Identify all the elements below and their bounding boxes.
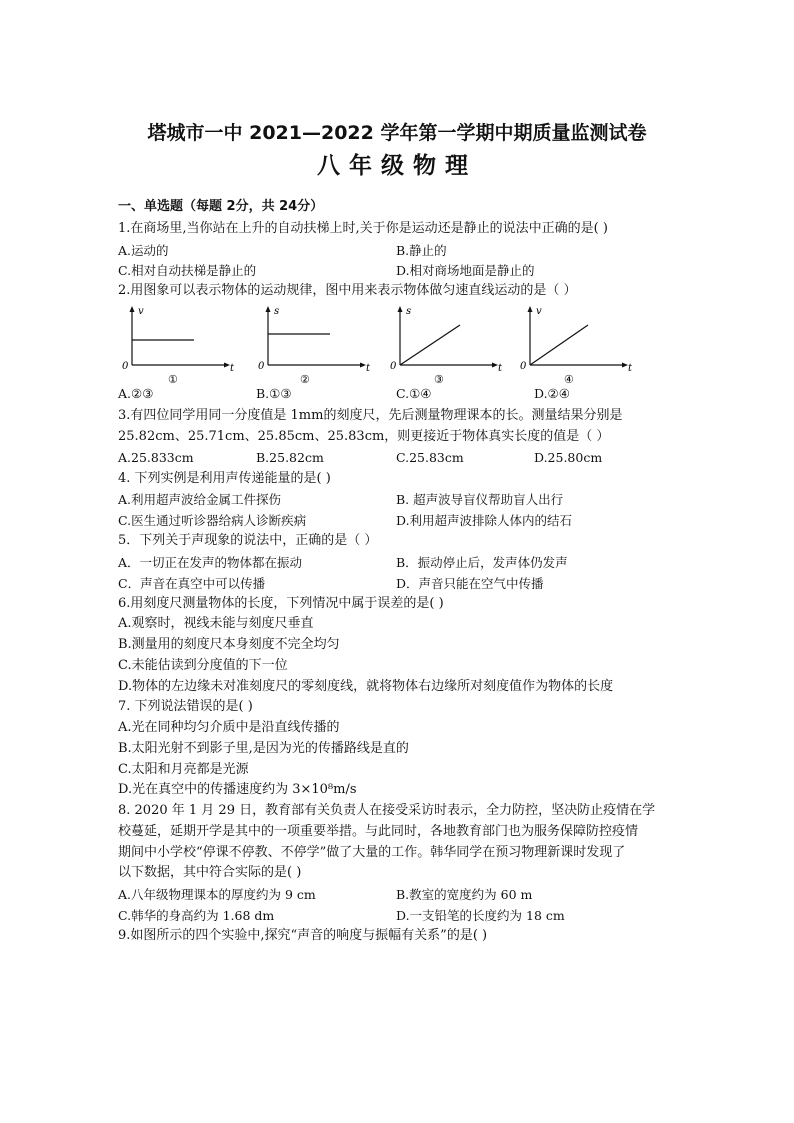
exam-title: 塔城市一中 2021—2022 学年第一学期中期质量监测试卷 [147,122,647,144]
graph-2-x-label: t [366,363,371,374]
question-4-option-d: D.利用超声波排除人体内的结石 [396,513,573,528]
question-6-option-c: C.未能估读到分度值的下一位 [118,658,288,673]
question-8-stem-line4: 以下数据，其中符合实际的是( ) [118,865,302,880]
graph-4-caption: ④ [564,373,574,386]
graph-1-caption: ① [168,373,178,386]
question-5-option-a: A．一切正在发声的物体都在振动 [118,555,303,570]
question-6-stem: 6.用刻度尺测量物体的长度，下列情况中属于误差的是( ) [118,596,444,611]
question-4-option-a: A.利用超声波给金属工件探伤 [118,492,282,507]
question-5-option-b: B．振动停止后，发声体仍发声 [396,555,568,570]
question-1-option-c: C.相对自动扶梯是静止的 [118,263,257,278]
question-7-stem: 7. 下列说法错误的是( ) [118,699,253,714]
question-2-option-a: A.②③ [118,386,154,401]
question-1-option-d: D.相对商场地面是静止的 [396,263,535,278]
question-8-stem-line2: 校蔓延，延期开学是其中的一项重要举措。与此同时，各地教育部门也为服务保障防控疫情 [118,824,639,839]
question-1-option-a: A.运动的 [118,243,169,258]
question-4-option-c: C.医生通过听诊器给病人诊断疾病 [118,513,307,528]
graph-4-x-label: t [628,363,633,374]
question-1-stem: 1.在商场里,当你站在上升的自动扶梯上时,关于你是运动还是静止的说法中正确的是( ) [118,221,608,236]
graph-4-y-label: v [536,306,542,317]
question-3-option-a: A.25.833cm [118,450,194,465]
exam-subtitle: 八年级物理 [317,153,477,179]
question-3-option-c: C.25.83cm [396,450,464,465]
question-8-stem-line1: 8. 2020 年 1 月 29 日，教育部有关负责人在接受采访时表示，全力防控，坚决防止疫情在学 [118,803,656,818]
graph-2 [258,303,378,389]
question-8-option-b: B.教室的宽度约为 60 m [396,887,533,902]
graph-3-caption: ③ [434,373,444,386]
question-3-option-b: B.25.82cm [256,450,324,465]
question-2-stem: 2.用图象可以表示物体的运动规律，图中用来表示物体做匀速直线运动的是（ ） [118,283,577,298]
question-7-option-c: C.太阳和月亮都是光源 [118,762,249,777]
question-8-option-c: C.韩华的身高约为 1.68 dm [118,908,275,923]
question-6-option-b: B.测量用的刻度尺本身刻度不完全均匀 [118,637,340,652]
graph-1 [122,303,242,389]
question-7-option-a: A.光在同种均匀介质中是沿直线传播的 [118,720,340,735]
question-3-stem-line2: 25.82cm、25.71cm、25.85cm、25.83cm，则更接近于物体真实长度的值是（ ） [118,429,610,444]
question-4-option-b: B. 超声波导盲仪帮助盲人出行 [396,492,564,507]
question-5-option-d: D．声音只能在空气中传播 [396,576,544,591]
question-4-stem: 4. 下列实例是利用声传递能量的是( ) [118,471,331,486]
graph-1-y-label: v [138,306,144,317]
question-7-option-b: B.太阳光射不到影子里,是因为光的传播路线是直的 [118,741,409,756]
graph-3-x-label: t [498,363,503,374]
graph-1-origin: 0 [122,361,129,372]
question-6-option-a: A.观察时，视线未能与刻度尺垂直 [118,616,314,631]
question-2-option-d: D.②④ [534,386,570,401]
graph-2-caption: ② [300,373,310,386]
question-5-option-c: C．声音在真空中可以传播 [118,576,266,591]
question-5-stem: 5．下列关于声现象的说法中，正确的是（ ） [118,533,378,548]
question-3-stem-line1: 3.有四位同学用同一分度值是 1mm的刻度尺，先后测量物理课本的长。测量结果分别是 [118,408,623,423]
question-6-option-d: D.物体的左边缘未对准刻度尺的零刻度线，就将物体右边缘所对刻度值作为物体的长度 [118,679,614,694]
question-9-stem: 9.如图所示的四个实验中,探究“声音的响度与振幅有关系”的是( ) [118,928,488,943]
question-8-option-a: A.八年级物理课本的厚度约为 9 cm [118,887,316,902]
graph-3-y-label: s [406,306,412,317]
question-2-option-b: B.①③ [256,386,292,401]
question-3-option-d: D.25.80cm [534,450,603,465]
graph-3 [390,303,510,389]
question-1-option-b: B.静止的 [396,243,447,258]
graph-2-origin: 0 [258,361,265,372]
question-8-option-d: D.一支铅笔的长度约为 18 cm [396,908,565,923]
question-7-option-d: D.光在真空中的传播速度约为 3×10⁸m/s [118,782,357,797]
section-heading: 一、单选题（每题 2分，共 24分） [118,199,324,214]
graph-2-y-label: s [274,306,280,317]
question-8-stem-line3: 期间中小学校“停课不停教、不停学”做了大量的工作。韩华同学在预习物理新课时发现了 [118,845,626,860]
graph-3-origin: 0 [390,361,397,372]
question-2-option-c: C.①④ [396,386,432,401]
graph-4-origin: 0 [520,361,527,372]
graph-1-x-label: t [230,363,235,374]
graph-4 [520,303,640,389]
